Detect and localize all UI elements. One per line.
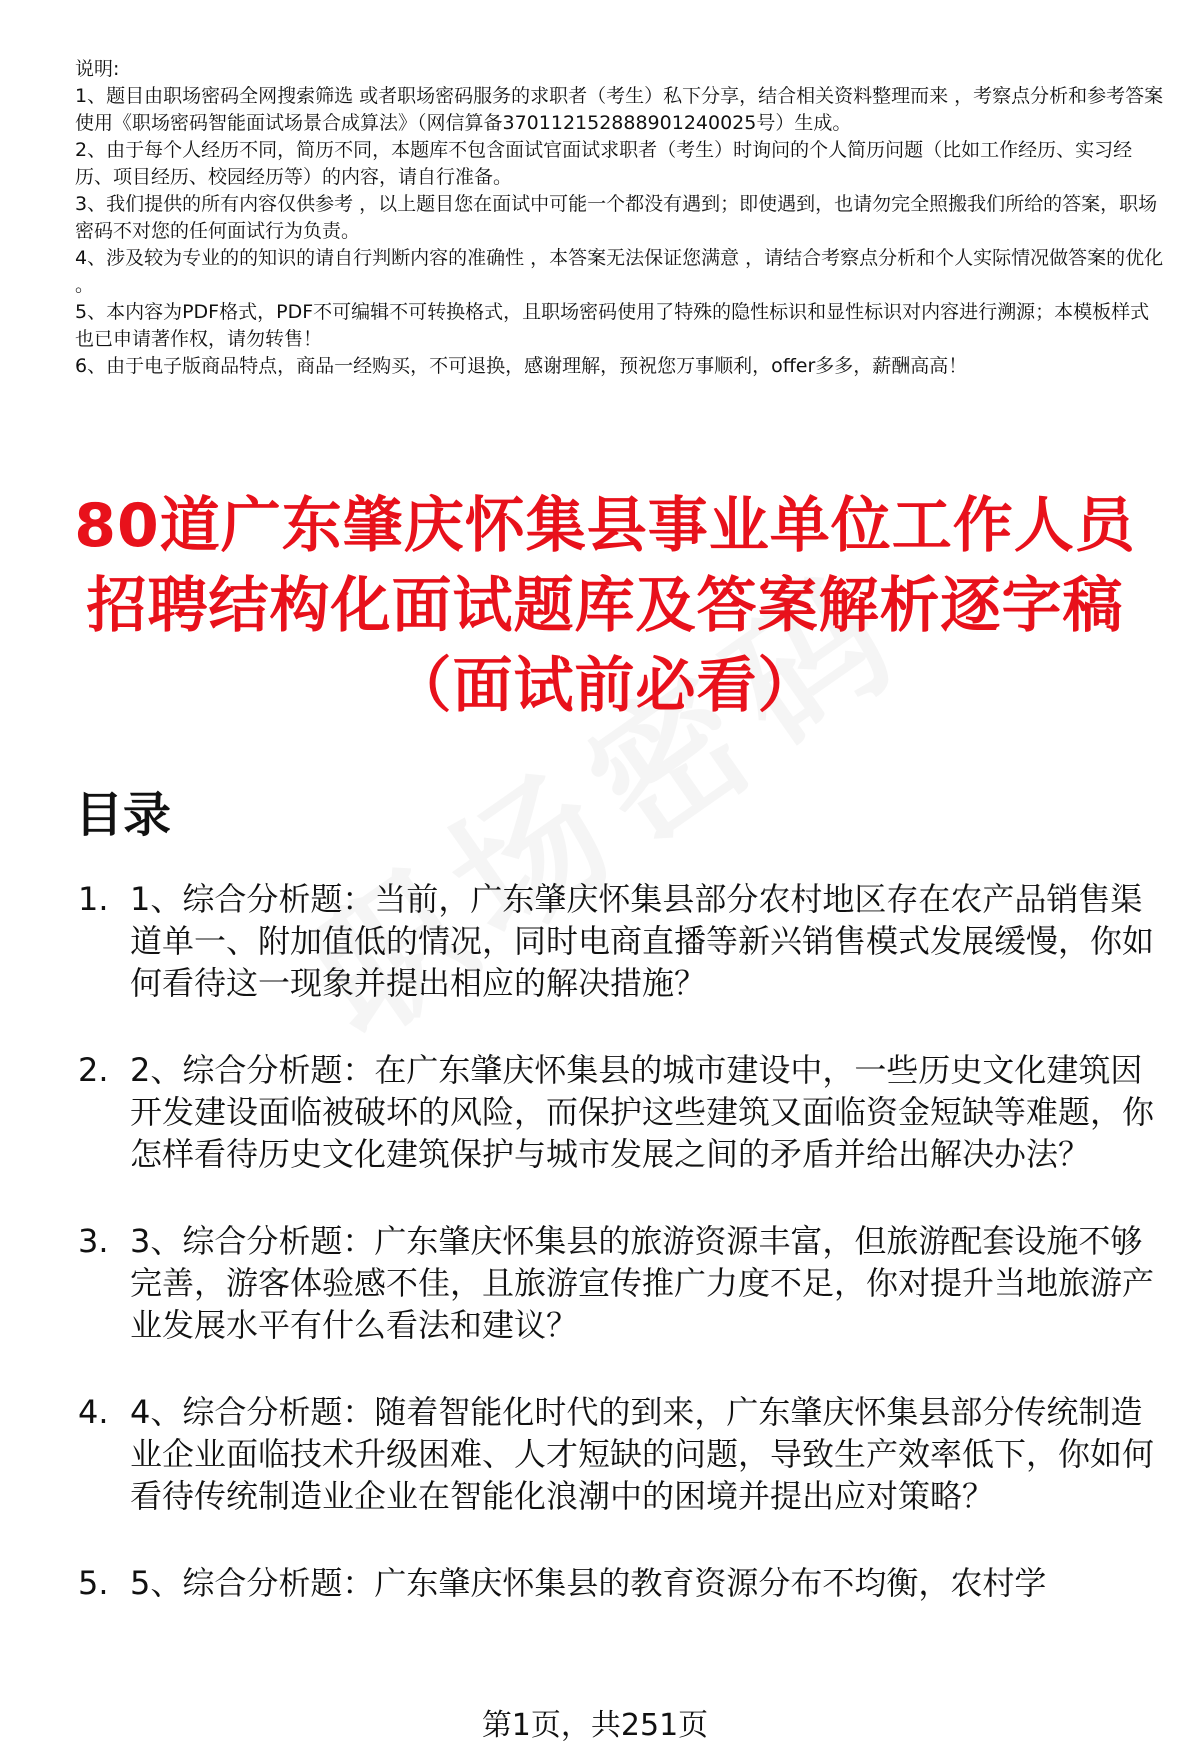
toc-item-text: 5、综合分析题：广东肇庆怀集县的教育资源分布不均衡，农村学 (130, 1564, 1047, 1602)
toc-item-text: 4、综合分析题：随着智能化时代的到来，广东肇庆怀集县部分传统制造业企业面临技术升级困难、人才短缺的问题，导致生产效率低下，你如何看待传统制造业企业在智能化浪潮中的困境并提出应对策略？ (130, 1393, 1155, 1515)
toc-item[interactable] (78, 878, 1168, 1004)
notice-item-1: 1、题目由职场密码全网搜索筛选 或者职场密码服务的求职者（考生）私下分享，结合相关资料整理而来 ，考察点分析和参考答案使用《职场密码智能面试场景合成算法》（网信算备370112152888901240025号）生成。 (75, 85, 1164, 134)
notice-heading: 说明: (75, 58, 120, 80)
toc-item[interactable] (78, 1220, 1168, 1346)
toc-item-text: 2、综合分析题：在广东肇庆怀集县的城市建设中，一些历史文化建筑因开发建设面临被破坏的风险，而保护这些建筑又面临资金短缺等难题，你怎样看待历史文化建筑保护与城市发展之间的矛盾并给出解决办法？ (130, 1051, 1155, 1173)
notice-item-5: 5、本内容为PDF格式，PDF不可编辑不可转换格式，且职场密码使用了特殊的隐性标识和显性标识对内容进行溯源；本模板样式也已申请著作权，请勿转售！ (75, 301, 1150, 350)
notice-item-4: 4、涉及较为专业的的知识的请自行判断内容的准确性 ，本答案无法保证您满意 ，请结合考察点分析和个人实际情况做答案的优化 。 (75, 247, 1164, 296)
toc-item-number: 3. (78, 1222, 109, 1260)
toc-item-number: 5. (78, 1564, 109, 1602)
toc-item[interactable] (78, 1049, 1168, 1175)
toc-heading: 目录 (75, 787, 172, 843)
toc-item-text: 3、综合分析题：广东肇庆怀集县的旅游资源丰富，但旅游配套设施不够完善，游客体验感不佳，且旅游宣传推广力度不足，你对提升当地旅游产业发展水平有什么看法和建议？ (130, 1222, 1155, 1344)
toc-item-number: 2. (78, 1051, 109, 1089)
toc-item-number: 1. (78, 880, 109, 918)
page-footer: 第1页，共251页 (481, 1708, 709, 1743)
toc-item[interactable] (78, 1391, 1168, 1517)
document-title: 80道广东肇庆怀集县事业单位工作人员招聘结构化面试题库及答案解析逐字稿（面试前必看） (74, 491, 1136, 721)
notice-item-3: 3、我们提供的所有内容仅供参考 ，以上题目您在面试中可能一个都没有遇到；即使遇到，也请勿完全照搬我们所给的答案，职场密码不对您的任何面试行为负责。 (75, 193, 1158, 242)
notice-item-2: 2、由于每个人经历不同，简历不同，本题库不包含面试官面试求职者（考生）时询问的个人简历问题（比如工作经历、实习经历、项目经历、校园经历等）的内容，请自行准备。 (75, 139, 1133, 188)
notice-item-6: 6、由于电子版商品特点，商品一经购买，不可退换，感谢理解，预祝您万事顺利，offer多多，薪酬高高！ (75, 355, 968, 377)
toc-item[interactable] (78, 1562, 1168, 1604)
toc-item-text: 1、综合分析题：当前，广东肇庆怀集县部分农村地区存在农产品销售渠道单一、附加值低的情况，同时电商直播等新兴销售模式发展缓慢，你如何看待这一现象并提出相应的解决措施？ (130, 880, 1155, 1002)
notice-section (75, 56, 1165, 380)
toc-item-number: 4. (78, 1393, 109, 1431)
toc-list (78, 878, 1168, 1649)
